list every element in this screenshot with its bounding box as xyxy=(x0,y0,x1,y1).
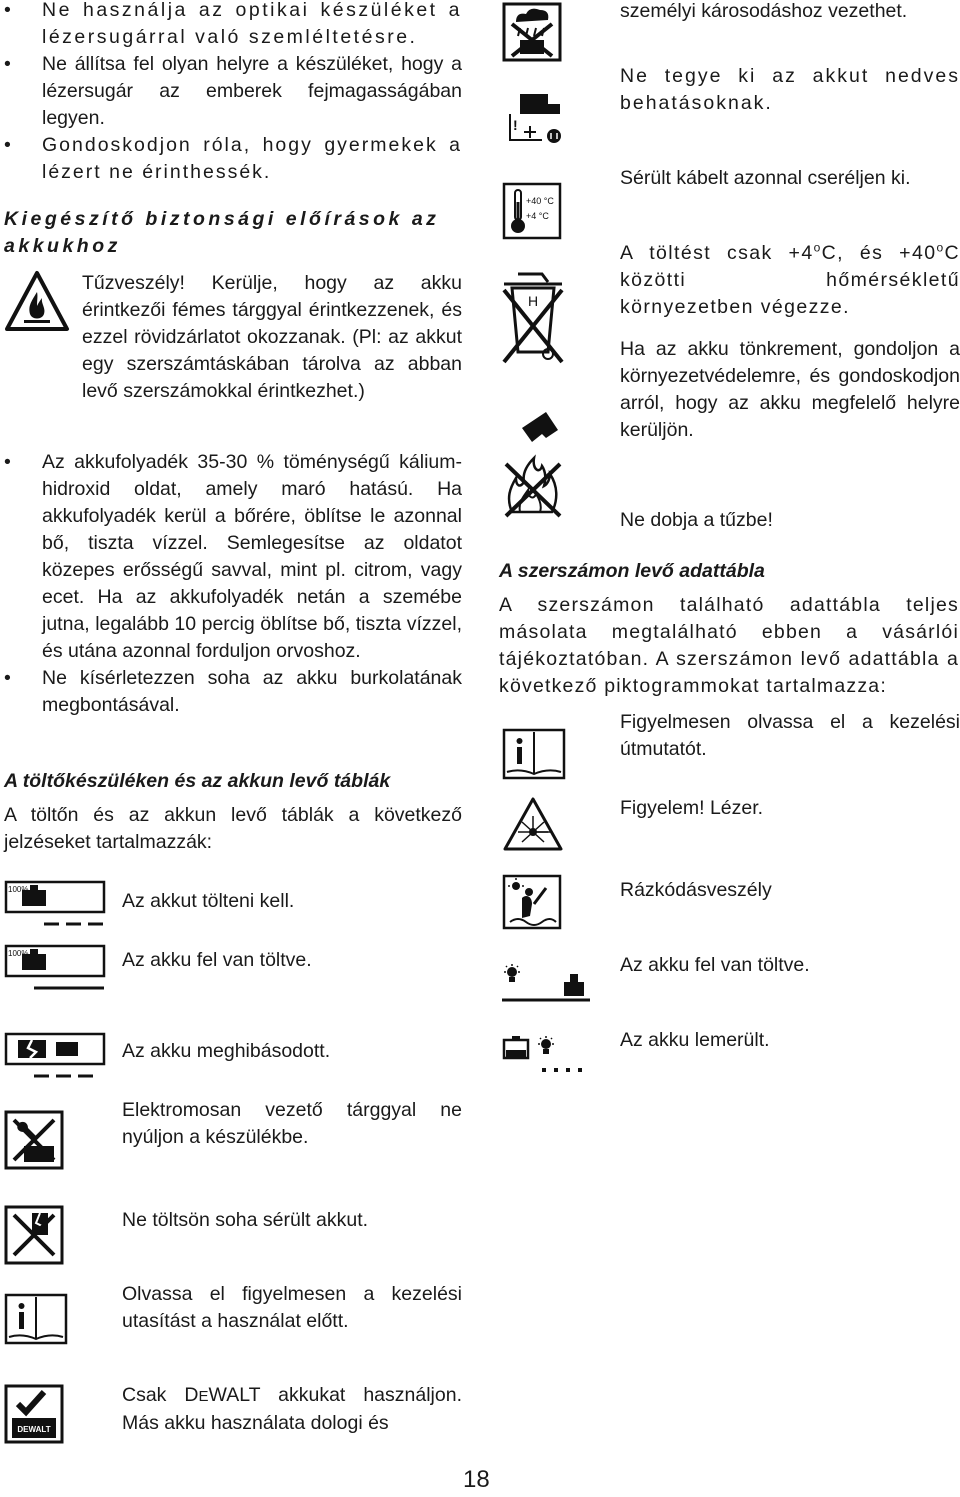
dewalt-only-text xyxy=(122,1382,462,1437)
dewalt-text-part: E xyxy=(198,1388,209,1405)
page-number: 18 xyxy=(463,1466,490,1493)
vibration-hazard-icon xyxy=(502,874,562,930)
dewalt-battery-icon xyxy=(4,1384,64,1444)
degree-superscript: o xyxy=(813,240,822,255)
read-manual-icon xyxy=(4,1293,68,1345)
battery-percent-label: 100% xyxy=(8,885,29,894)
list-item: • Az akkufolyadék 35-30 % töménységű kálium-hidroxid oldat, amely maró hatású. Ha akkufolyadék kerül a bőrére, öblítse le azonnal bő, tiszta vízzel. Semlegesítse az oldatot közepes erősségű savval, mint pl. citrom, vagy ecet. Ha az akkufolyadék netán a szemébe jutna, legalább 10 percig öblítse bő, tiszta vízzel, és utána azonnal forduljon orvoshoz. xyxy=(4,449,462,665)
pictogram-text: Figyelmesen olvassa el a kezelési útmutatót. xyxy=(620,711,960,760)
battery-safety-heading: Kiegészítő biztonsági előírások az akkukhoz xyxy=(4,208,440,257)
svg-text:H: H xyxy=(528,293,539,309)
charger-labels-heading: A töltőkészüléken és az akkun levő táblák xyxy=(4,770,391,792)
battery-empty-light-icon xyxy=(502,1034,594,1074)
read-manual-icon xyxy=(502,728,566,780)
fire-warning-text: Tűzveszély! Kerülje, hogy az akku érintkezői fémes tárggyal érintkezzenek, és ezzel rövidzárlatot okozzanak. (Pl: az akkut egy szerszámtáskában tárolva az abban levő szerszámokkal érintkezhet.) xyxy=(82,272,462,402)
icon-item-text: személyi károsodáshoz vezethet. xyxy=(620,0,908,22)
rating-plate-intro: A szerszámon található adattábla teljes másolata megtalálható ebben a vásárlói tájékoztatóban. A szerszámon levő adattábla a következő piktogrammokat tartalmazza: xyxy=(499,594,959,697)
laser-warning-icon xyxy=(502,796,564,852)
list-item: • Ne állítsa fel olyan helyre a készüléket, hogy a lézersugár az emberek fejmagasságában legyen. xyxy=(4,51,462,132)
icon-item-text: Az akkut tölteni kell. xyxy=(122,890,295,912)
temperature-text-part: C, és +40 xyxy=(821,242,937,264)
icon-item-text: Az akku meghibásodott. xyxy=(122,1040,331,1062)
damaged-cable-icon xyxy=(502,90,564,150)
no-conductive-objects-icon xyxy=(4,1110,64,1170)
temperature-text-part: A töltést csak +4 xyxy=(620,242,814,264)
icon-item-text: Ne töltsön soha sérült akkut. xyxy=(122,1209,369,1231)
fire-text: Ne dobja a tűzbe! xyxy=(620,509,773,531)
temperature-lower-label: +4 °C xyxy=(526,211,549,221)
no-household-waste-icon xyxy=(502,270,564,366)
svg-text:!: ! xyxy=(513,117,518,133)
icon-item-text: Ne tegye ki az akkut nedves behatásoknak. xyxy=(620,65,960,114)
pictogram-text: Az akku lemerült. xyxy=(620,1029,770,1051)
battery-fluid-list xyxy=(4,449,462,719)
battery-defective-icon xyxy=(4,1032,109,1084)
battery-charged-icon xyxy=(4,944,109,994)
icon-item-text: Olvassa el figyelmesen a kezelési utasítást a használat előtt. xyxy=(122,1283,462,1332)
battery-charging-icon xyxy=(4,880,109,930)
icon-item-text: Sérült kábelt azonnal cseréljen ki. xyxy=(620,167,911,189)
temperature-range-icon xyxy=(502,182,562,240)
no-fire-icon xyxy=(502,408,564,518)
degree-superscript: o xyxy=(936,240,945,255)
temperature-upper-label: +40 °C xyxy=(526,196,554,206)
list-item: • Ne kísérletezzen soha az akku burkolatának megbontásával. xyxy=(4,665,462,719)
pictogram-text: Rázkódásveszély xyxy=(620,879,772,901)
battery-percent-label: 100% xyxy=(8,949,29,958)
rating-plate-heading: A szerszámon levő adattábla xyxy=(499,560,765,582)
temperature-text-part: C közötti hőmérsékletű környezetben végezze. xyxy=(620,242,960,318)
dewalt-text-part: WALT akkukat használjon. Más akku használata dologi és xyxy=(122,1384,462,1434)
temperature-text xyxy=(620,240,960,321)
icon-item-text: Elektromosan vezető tárggyal ne nyúljon a készülékbe. xyxy=(122,1099,462,1148)
icon-item-text: Az akku fel van töltve. xyxy=(122,949,312,971)
dewalt-text-part: Csak D xyxy=(122,1384,199,1406)
recycle-text: Ha az akku tönkrement, gondoljon a környezetvédelemre, és gondoskodjon arról, hogy az akku megfelelő helyre kerüljön. xyxy=(620,338,960,441)
no-damaged-battery-icon xyxy=(4,1205,64,1265)
laser-safety-list xyxy=(4,0,462,186)
dewalt-logo: DEWALT xyxy=(17,1425,51,1434)
no-rain-icon xyxy=(502,2,562,62)
list-item: • Ne használja az optikai készüléket a lézersugárral való szemléltetésre. xyxy=(4,0,462,51)
fire-hazard-icon xyxy=(4,270,70,332)
list-item: • Gondoskodjon róla, hogy gyermekek a lézert ne érinthessék. xyxy=(4,132,462,186)
pictogram-text: Az akku fel van töltve. xyxy=(620,954,810,976)
pictogram-text: Figyelem! Lézer. xyxy=(620,797,764,819)
battery-charged-light-icon xyxy=(502,964,594,1004)
charger-labels-intro: A töltőn és az akkun levő táblák a következő jelzéseket tartalmazzák: xyxy=(4,804,462,853)
